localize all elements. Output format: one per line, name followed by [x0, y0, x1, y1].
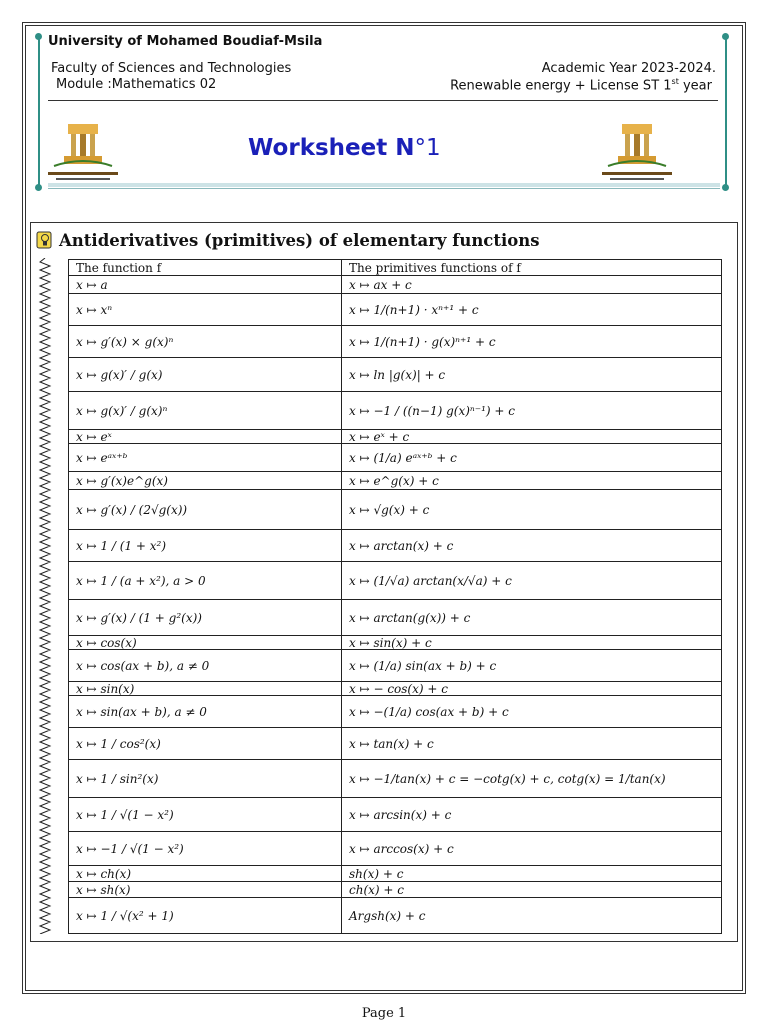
cell-function: x ↦ cos(x) [69, 636, 342, 650]
table-row [69, 866, 722, 882]
cell-primitive: x ↦ (1/a) sin(ax + b) + c [342, 650, 722, 682]
table-row [69, 444, 722, 472]
table-row [69, 600, 722, 636]
table-row [69, 392, 722, 430]
table-row [69, 650, 722, 682]
header-bottom-rule [48, 188, 720, 189]
cell-function: x ↦ g′(x) / (1 + g²(x)) [69, 600, 342, 636]
lightbulb-icon [36, 230, 54, 250]
worksheet-title-text: Worksheet N [248, 135, 415, 161]
header-right-bottom-dot [722, 184, 729, 191]
university-name: University of Mohamed Boudiaf-Msila [48, 34, 323, 49]
program [450, 77, 712, 93]
cell-primitive: x ↦ −1 / ((n−1) g(x)ⁿ⁻¹) + c [342, 392, 722, 430]
cell-function: x ↦ g′(x) / (2√g(x)) [69, 490, 342, 530]
university-logo-right [598, 118, 676, 184]
program-superscript: st [671, 77, 679, 86]
cell-primitive: x ↦ (1/a) eᵃˣ⁺ᵇ + c [342, 444, 722, 472]
cell-primitive: x ↦ 1/(n+1) · g(x)ⁿ⁺¹ + c [342, 326, 722, 358]
cell-function: x ↦ sin(ax + b), a ≠ 0 [69, 696, 342, 728]
university-logo-left [44, 118, 122, 184]
table-row [69, 696, 722, 728]
cell-function: x ↦ sin(x) [69, 682, 342, 696]
table-row [69, 490, 722, 530]
cell-primitive: x ↦ arctan(x) + c [342, 530, 722, 562]
module-name: Module :Mathematics 02 [56, 77, 217, 92]
cell-primitive: x ↦ ln |g(x)| + c [342, 358, 722, 392]
section-zigzag-border [38, 258, 52, 934]
cell-function: x ↦ g′(x)e^g(x) [69, 472, 342, 490]
worksheet-number: °1 [414, 135, 441, 161]
cell-primitive: sh(x) + c [342, 866, 722, 882]
table-row [69, 798, 722, 832]
cell-primitive: x ↦ √g(x) + c [342, 490, 722, 530]
table-row [69, 472, 722, 490]
table-row [69, 636, 722, 650]
header-divider [48, 100, 718, 101]
table-row [69, 728, 722, 760]
cell-primitive: x ↦ (1/√a) arctan(x/√a) + c [342, 562, 722, 600]
cell-function: x ↦ xⁿ [69, 294, 342, 326]
cell-function: x ↦ sh(x) [69, 882, 342, 898]
cell-primitive: x ↦ arccos(x) + c [342, 832, 722, 866]
cell-primitive: x ↦ −1/tan(x) + c = −cotg(x) + c, cotg(x) = 1/tan(x) [342, 760, 722, 798]
table-row [69, 760, 722, 798]
cell-function: x ↦ 1 / (a + x²), a > 0 [69, 562, 342, 600]
cell-function: x ↦ 1 / (1 + x²) [69, 530, 342, 562]
cell-primitive: x ↦ tan(x) + c [342, 728, 722, 760]
program-text: Renewable energy + License ST 1 [450, 78, 672, 94]
table-row [69, 882, 722, 898]
cell-primitive: x ↦ e^g(x) + c [342, 472, 722, 490]
cell-primitive: Argsh(x) + c [342, 898, 722, 934]
table-header-row [69, 260, 722, 276]
worksheet-title [248, 135, 441, 161]
page-number: Page 1 [361, 1006, 407, 1021]
cell-primitive: x ↦ eˣ + c [342, 430, 722, 444]
header-cell-function: The function f [69, 260, 342, 276]
cell-function: x ↦ 1 / sin²(x) [69, 760, 342, 798]
table-row [69, 898, 722, 934]
cell-primitive: x ↦ sin(x) + c [342, 636, 722, 650]
academic-year: Academic Year 2023-2024. [541, 61, 716, 76]
header-bottom-shade [48, 183, 720, 187]
cell-primitive: x ↦ 1/(n+1) · xⁿ⁺¹ + c [342, 294, 722, 326]
table-row [69, 294, 722, 326]
table-row [69, 326, 722, 358]
cell-primitive: ch(x) + c [342, 882, 722, 898]
table-row [69, 682, 722, 696]
header-cell-primitive: The primitives functions of f [342, 260, 722, 276]
cell-function: x ↦ cos(ax + b), a ≠ 0 [69, 650, 342, 682]
cell-primitive: x ↦ − cos(x) + c [342, 682, 722, 696]
primitives-table [68, 259, 722, 934]
cell-function: x ↦ 1 / √(x² + 1) [69, 898, 342, 934]
table-row [69, 358, 722, 392]
cell-function: x ↦ g(x)′ / g(x)ⁿ [69, 392, 342, 430]
table-row [69, 276, 722, 294]
cell-function: x ↦ eᵃˣ⁺ᵇ [69, 444, 342, 472]
cell-function: x ↦ 1 / cos²(x) [69, 728, 342, 760]
program-tail: year [678, 78, 712, 94]
cell-function: x ↦ g(x)′ / g(x) [69, 358, 342, 392]
cell-primitive: x ↦ ax + c [342, 276, 722, 294]
table-row [69, 430, 722, 444]
faculty-name: Faculty of Sciences and Technologies [51, 61, 292, 76]
cell-function: x ↦ g′(x) × g(x)ⁿ [69, 326, 342, 358]
header-left-bottom-dot [35, 184, 42, 191]
cell-function: x ↦ 1 / √(1 − x²) [69, 798, 342, 832]
cell-primitive: x ↦ arcsin(x) + c [342, 798, 722, 832]
cell-function: x ↦ eˣ [69, 430, 342, 444]
cell-function: x ↦ −1 / √(1 − x²) [69, 832, 342, 866]
table-row [69, 832, 722, 866]
table-row [69, 530, 722, 562]
cell-function: x ↦ a [69, 276, 342, 294]
cell-primitive: x ↦ arctan(g(x)) + c [342, 600, 722, 636]
section-title: Antiderivatives (primitives) of elementary functions [59, 231, 540, 250]
cell-function: x ↦ ch(x) [69, 866, 342, 882]
table-row [69, 562, 722, 600]
cell-primitive: x ↦ −(1/a) cos(ax + b) + c [342, 696, 722, 728]
